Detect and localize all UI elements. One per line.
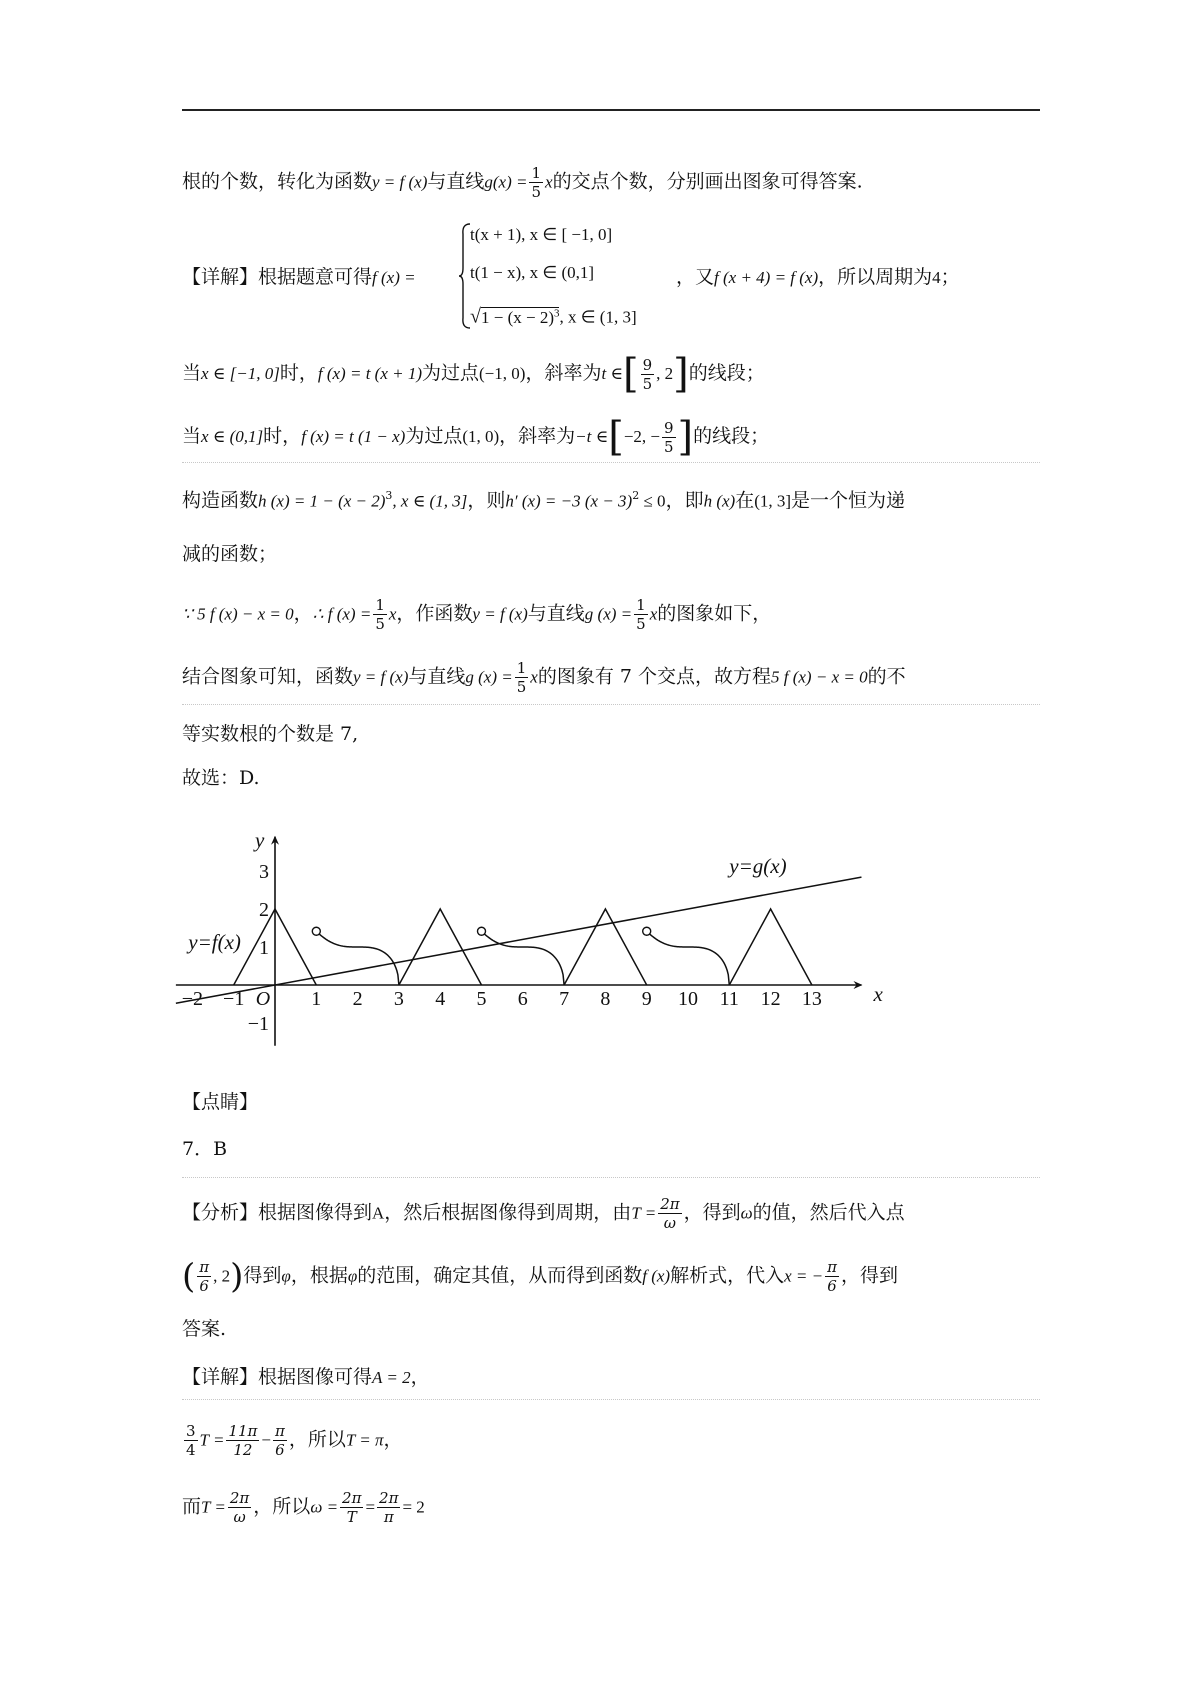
math: (−1, 0) (479, 364, 526, 383)
exponent: 3 (553, 307, 560, 319)
text: ， (383, 1428, 403, 1451)
bracket-close-icon: ] (677, 414, 694, 460)
x-tick-label: −2 (181, 988, 204, 1010)
text-line-13 (182, 1195, 1042, 1232)
text: ，所以周期为 (818, 266, 933, 288)
fraction (658, 1195, 681, 1232)
x-tick-label: 1 (311, 988, 322, 1010)
numerator: 9 (664, 418, 674, 437)
text: ，得到 (840, 1264, 898, 1287)
section-label: 【点睛】 (182, 1091, 259, 1113)
text-line-8 (182, 659, 1042, 696)
text: 减的函数； (182, 543, 278, 565)
f-line-segment (399, 909, 482, 985)
y-tick-label: −1 (247, 1013, 269, 1035)
fraction (529, 164, 543, 201)
dotted-divider (182, 1177, 1040, 1178)
numerator: 2π (342, 1489, 362, 1507)
math: x = − (784, 1266, 824, 1286)
math: 1 − (x − 2) (480, 307, 554, 327)
numerator: 2π (229, 1489, 250, 1507)
denominator: 6 (275, 1441, 285, 1459)
x-tick-label: 2 (352, 988, 363, 1010)
fraction (515, 659, 529, 696)
math: g(x) = (484, 172, 528, 192)
math: (1, 0) (462, 427, 500, 446)
text: 与直线 (527, 602, 585, 625)
text: ，然后根据图像得到周期，由 (384, 1201, 632, 1224)
y-tick-label: 2 (259, 899, 269, 921)
math: , 2 (213, 1266, 231, 1286)
text-line-14 (182, 1258, 1042, 1295)
fraction (377, 1489, 400, 1526)
math: ∴ f (x) = (312, 604, 372, 624)
math: , x ∈ (1, 3] (559, 307, 637, 327)
dotted-divider (182, 1399, 1040, 1400)
math: T = (631, 1203, 657, 1223)
dotted-divider (182, 462, 1040, 463)
math: (1, 3] (754, 491, 792, 511)
math: , x ∈ (1, 3] (392, 491, 468, 511)
text-line-7 (182, 596, 1042, 633)
text: 的线段； (693, 425, 770, 447)
text: 而 (182, 1495, 202, 1518)
series-label-f: y=f(x) (188, 929, 241, 954)
case-row-2: t(1 − x), x ∈ (0,1] (470, 263, 595, 282)
math: y = f (x) (472, 604, 528, 624)
text: 构造函数 (182, 489, 259, 512)
denominator: π (383, 1508, 394, 1526)
text: 与直线 (427, 170, 485, 193)
case-row-1: t(x + 1), x ∈ [ −1, 0] (470, 225, 613, 244)
text: 的图象有 7 个交点，故方程 (537, 665, 771, 688)
text: ，则 (467, 489, 506, 512)
piecewise-cases (458, 222, 658, 330)
numerator: 1 (375, 596, 385, 614)
text: 时， (279, 362, 318, 384)
math: φ (347, 1266, 358, 1286)
text: 【分析】根据图像得到 (182, 1201, 373, 1224)
case-row-3 (470, 302, 637, 329)
text-line-10 (182, 764, 1042, 792)
numerator: π (827, 1258, 837, 1276)
sqrt-icon: √ (470, 305, 481, 328)
text: 的线段； (688, 362, 765, 384)
y-tick-label: 3 (259, 861, 269, 883)
numerator: 1 (531, 164, 542, 182)
text: 的交点个数，分别画出图象可得答案. (552, 170, 863, 193)
text-line-2b (676, 263, 1046, 292)
y-tick-label: 1 (259, 937, 269, 959)
text-line-18 (182, 1489, 1042, 1526)
text: ； (940, 266, 960, 288)
text: 为过点 (405, 425, 463, 447)
x-tick-label: 3 (393, 988, 404, 1010)
bracket-open-icon: [ (623, 351, 639, 397)
math: ∵ 5 f (x) − x = 0 (182, 604, 294, 624)
text: 当 (182, 362, 202, 384)
text: 时， (263, 425, 302, 447)
fraction (228, 1489, 251, 1526)
text: ，作函数 (396, 602, 473, 625)
denominator: 4 (186, 1441, 196, 1459)
x-tick-label: −1 (223, 988, 245, 1010)
bracket-open-icon: [ (608, 414, 624, 460)
text: 与直线 (408, 665, 466, 688)
text: 等实数根的个数是 7, (182, 723, 359, 745)
denominator: 5 (642, 374, 653, 393)
math: A (372, 1203, 385, 1223)
denominator: 5 (516, 678, 527, 696)
fraction (641, 356, 655, 393)
fraction (634, 596, 648, 633)
math: g (x) = (465, 667, 513, 687)
exponent: 2 (632, 489, 640, 502)
x-tick-label: O (255, 988, 271, 1010)
fraction (662, 419, 676, 456)
text: 当 (182, 425, 202, 447)
text: 解析式，代入 (670, 1264, 785, 1287)
denominator: 5 (664, 437, 674, 456)
math: = 2 (402, 1497, 425, 1517)
numerator: 1 (516, 659, 527, 677)
fraction (340, 1489, 363, 1526)
text-line-5 (182, 482, 1042, 515)
math: h (x) (703, 491, 736, 511)
text-line-6 (182, 540, 1042, 568)
f-line-segment (564, 909, 647, 985)
math: φ (281, 1266, 291, 1286)
text-line-9 (182, 720, 1042, 748)
math: 5 f (x) − x = 0 (771, 667, 868, 687)
math: T = π (345, 1430, 384, 1450)
f-line-segment (729, 909, 812, 985)
math: −2, − (623, 427, 660, 446)
numerator: 2π (379, 1489, 399, 1507)
math: f (x) (642, 1266, 671, 1286)
x-tick-label: 4 (435, 988, 446, 1010)
text: ， (293, 602, 313, 625)
math: y = f (x) (372, 172, 428, 192)
open-endpoint (643, 927, 651, 935)
denominator: T (346, 1508, 357, 1526)
text: ，斜率为 (499, 425, 576, 447)
x-tick-label: 10 (678, 988, 698, 1010)
math: x (388, 604, 397, 624)
text: 【详解】根据题意可得 (182, 266, 373, 288)
text: 在 (735, 489, 755, 512)
math: ≤ 0 (639, 491, 666, 511)
math: = (365, 1497, 376, 1517)
fraction (273, 1422, 287, 1459)
math: A = 2 (372, 1368, 411, 1387)
x-tick-label: 12 (760, 988, 781, 1010)
text: 根的个数，转化为函数 (182, 170, 373, 193)
dotted-divider (182, 704, 1040, 705)
text: ，得到 (683, 1201, 741, 1224)
series-label-g: y=g(x) (729, 853, 787, 878)
exponent: 3 (385, 489, 393, 502)
text: 的范围，确定其值，从而得到函数 (357, 1264, 643, 1287)
numerator: 9 (642, 355, 653, 374)
math: h′ (x) = −3 (x − 3) (505, 491, 633, 511)
text: 答案. (182, 1318, 227, 1340)
sqrt-body (481, 307, 560, 327)
fraction (373, 596, 387, 633)
f-curve-segment (316, 931, 399, 985)
text-line-11 (182, 1088, 1042, 1116)
math: ω = (310, 1497, 339, 1517)
math: T = (199, 1430, 225, 1450)
text-line-16 (182, 1363, 1042, 1392)
paren-open-icon: ( (182, 1256, 196, 1297)
denominator: 12 (233, 1441, 253, 1459)
open-endpoint (478, 927, 486, 935)
denominator: 5 (375, 615, 385, 633)
x-axis-label: x (873, 982, 883, 1006)
text-line-3 (182, 351, 1042, 397)
math: x (545, 172, 553, 192)
math: f (x) = t (x + 1) (317, 364, 422, 383)
y-axis-label: y (255, 827, 265, 852)
numerator: π (199, 1258, 210, 1276)
denominator: 5 (636, 615, 646, 633)
denominator: ω (663, 1214, 676, 1232)
x-tick-label: 13 (801, 988, 822, 1010)
text: ，又 (676, 266, 715, 288)
paren-close-icon: ) (230, 1256, 244, 1297)
math: , 2 (656, 364, 674, 383)
text: ，斜率为 (525, 362, 602, 384)
numerator: 2π (660, 1195, 680, 1213)
text: 的值，然后代入点 (752, 1201, 905, 1224)
math: t ∈ (601, 364, 624, 383)
math: f (x + 4) = f (x) (714, 268, 819, 287)
numerator: 3 (186, 1422, 196, 1440)
bracket-close-icon: ] (673, 351, 689, 397)
fraction (197, 1258, 211, 1295)
text-line-1 (182, 164, 1042, 201)
math: f (x) = t (1 − x) (301, 427, 406, 446)
text: 的不 (867, 665, 906, 688)
text: 结合图象可知，函数 (182, 665, 354, 688)
math: x ∈ [−1, 0] (201, 364, 280, 383)
text: 的图象如下， (657, 602, 772, 625)
math: y = f (x) (353, 667, 409, 687)
math: −t ∈ (575, 427, 609, 446)
numerator: π (274, 1422, 285, 1440)
text: ，根据 (290, 1264, 348, 1287)
text-line-17 (182, 1422, 1042, 1459)
text-line-12 (182, 1135, 1042, 1163)
math: ω (740, 1203, 753, 1223)
x-tick-label: 8 (600, 988, 611, 1010)
math: 4 (932, 268, 941, 287)
text: 【详解】根据图像可得 (182, 1366, 373, 1388)
header-rule (182, 109, 1040, 111)
text: ， (410, 1366, 430, 1388)
math: f (x) = (372, 268, 416, 287)
math: h (x) = 1 − (x − 2) (258, 491, 386, 511)
text: ，即 (665, 489, 704, 512)
text-line-4 (182, 414, 1042, 460)
denominator: 5 (531, 183, 542, 201)
text: 得到 (243, 1264, 282, 1287)
fraction (184, 1422, 198, 1459)
x-tick-label: 7 (559, 988, 570, 1010)
text: 为过点 (422, 362, 480, 384)
x-tick-label: 9 (641, 988, 652, 1010)
math: T = (201, 1497, 226, 1517)
fraction (226, 1422, 259, 1459)
numerator: 11π (228, 1422, 258, 1440)
x-tick-label: 5 (476, 988, 487, 1010)
fraction (825, 1258, 839, 1295)
denominator: 6 (827, 1277, 837, 1295)
text: 故选：D. (182, 767, 260, 789)
math: x (530, 667, 538, 687)
math: g (x) = (584, 604, 633, 624)
text: ，所以 (253, 1495, 311, 1518)
x-tick-label: 11 (719, 988, 739, 1010)
x-tick-label: 6 (517, 988, 528, 1010)
math: − (261, 1430, 271, 1450)
open-endpoint (312, 927, 320, 935)
function-graph (180, 818, 900, 1058)
math: x ∈ (0,1] (201, 427, 264, 446)
denominator: ω (233, 1508, 246, 1526)
text-line-15 (182, 1315, 1042, 1343)
f-curve-segment (647, 931, 730, 985)
text: 是一个恒为递 (791, 489, 906, 512)
answer-label: 7．B (182, 1138, 228, 1160)
denominator: 6 (199, 1277, 209, 1295)
numerator: 1 (636, 596, 646, 614)
text: ，所以 (288, 1428, 346, 1451)
math: x (649, 604, 658, 624)
